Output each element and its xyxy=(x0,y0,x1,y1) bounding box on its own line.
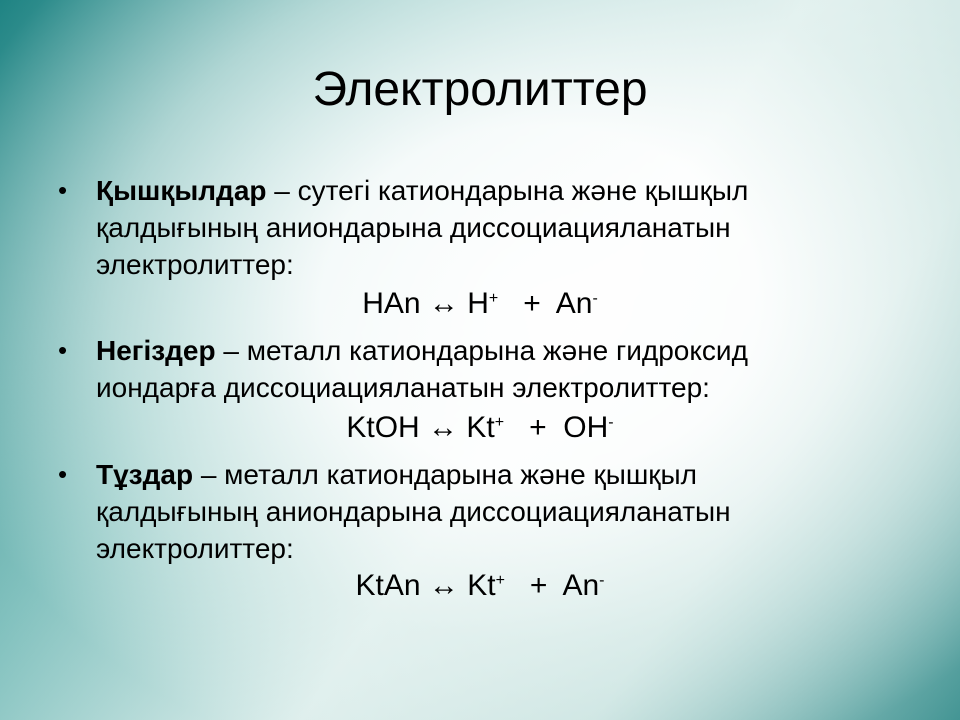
salts-formula: KtAn ↔ Kt+ + An- xyxy=(355,569,605,602)
salts-text: – металл катиондарына және қышқыл қалдығының аниондарына диссоциацияланатын электролиттер: xyxy=(96,459,731,564)
acids-formula: HAn ↔ H+ + An- xyxy=(362,287,598,320)
acids-text: – сутегі катиондарына және қышқыл қалдығының аниондарына диссоциацияланатын электролиттер: xyxy=(96,175,749,280)
salts-term: Тұздар xyxy=(96,459,194,490)
bases-term: Негіздер xyxy=(96,335,216,366)
slide-title: Электролиттер xyxy=(312,63,648,116)
salts-definition xyxy=(96,456,856,567)
bullet-salts: • xyxy=(58,459,68,489)
bullet-acids: • xyxy=(58,175,68,205)
acids-definition xyxy=(96,172,856,283)
bases-definition xyxy=(96,332,856,406)
acids-term: Қышқылдар xyxy=(96,175,267,206)
bullet-bases: • xyxy=(58,335,68,365)
bases-formula: KtOH ↔ Kt+ + OH- xyxy=(346,411,614,444)
bases-text: – металл катиондарына және гидроксид иондарға диссоциацияланатын электролиттер: xyxy=(96,335,748,403)
